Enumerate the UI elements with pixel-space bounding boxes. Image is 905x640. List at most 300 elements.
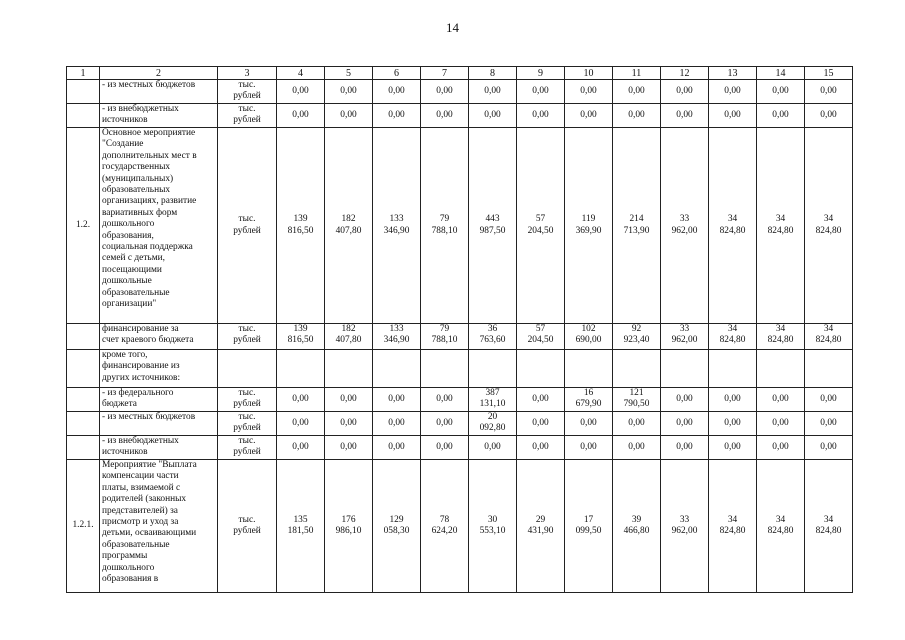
value-line: 0,00 <box>772 393 789 404</box>
value-line: 0,00 <box>292 109 309 120</box>
value-cell <box>709 436 757 460</box>
value-cell <box>661 104 709 128</box>
value-line: 923,40 <box>623 335 650 346</box>
value-cell <box>325 388 373 412</box>
description-line: финансирование из <box>102 361 180 372</box>
value-line: 20 <box>487 412 498 422</box>
value-line: 39 <box>631 514 642 525</box>
value-cell <box>277 350 325 388</box>
table-row <box>67 128 853 324</box>
value-line: 34 <box>727 214 738 225</box>
value-line: 176 <box>341 514 356 525</box>
value-cell <box>613 350 661 388</box>
value-line: 0,00 <box>628 85 645 96</box>
value-cell <box>421 388 469 412</box>
value-line: 79 <box>439 324 450 334</box>
value-line: 0,00 <box>820 393 837 404</box>
value-line: 0,00 <box>388 85 405 96</box>
value-cell <box>565 460 613 593</box>
value-cell <box>709 460 757 593</box>
column-header-14: 14 <box>757 67 805 80</box>
value-cell <box>469 350 517 388</box>
value-line: 0,00 <box>772 85 789 96</box>
description-line: - из местных бюджетов <box>102 80 196 90</box>
table-row <box>67 436 853 460</box>
value-line: 387 <box>485 388 500 398</box>
description-line: бюджета <box>102 399 137 410</box>
description-line: других источников: <box>102 372 181 383</box>
description-line: образовательные <box>102 539 170 550</box>
value-line: 79 <box>439 214 450 225</box>
value-line: 36 <box>487 324 498 334</box>
value-line: 346,90 <box>383 225 410 236</box>
description-line: - из федерального <box>102 388 174 398</box>
row-code: 1.2.1. <box>67 460 100 593</box>
description-line: Мероприятие "Выплата <box>102 460 197 470</box>
value-cell <box>613 128 661 324</box>
value-line: 824,80 <box>815 526 842 536</box>
value-cell <box>805 388 853 412</box>
value-line: 57 <box>535 214 546 225</box>
value-cell <box>277 324 325 350</box>
value-line: 33 <box>679 324 690 334</box>
value-line: 824,80 <box>719 526 746 536</box>
value-cell <box>805 350 853 388</box>
value-line: 92 <box>631 324 642 334</box>
value-line: 133 <box>389 324 404 334</box>
value-line: 0,00 <box>676 109 693 120</box>
value-line: 0,00 <box>436 85 453 96</box>
value-line: 346,90 <box>383 335 410 346</box>
value-line: 824,80 <box>815 335 842 346</box>
column-header-2: 2 <box>100 67 218 80</box>
value-cell <box>325 460 373 593</box>
description-line: вариативных форм <box>102 207 178 218</box>
value-cell <box>805 128 853 324</box>
value-line: 0,00 <box>484 441 501 452</box>
value-cell <box>661 460 709 593</box>
value-line: 987,50 <box>479 225 506 236</box>
value-line: 443 <box>485 214 500 225</box>
value-line: 0,00 <box>772 417 789 428</box>
value-line: 0,00 <box>340 109 357 120</box>
value-cell <box>805 324 853 350</box>
value-cell <box>277 460 325 593</box>
value-line: 0,00 <box>820 85 837 96</box>
value-cell <box>373 436 421 460</box>
value-line: 099,50 <box>575 526 602 536</box>
row-description <box>100 350 218 388</box>
value-cell <box>469 388 517 412</box>
value-line: 0,00 <box>388 393 405 404</box>
value-line: 16 <box>583 388 594 398</box>
value-cell <box>325 412 373 436</box>
value-line: 824,80 <box>815 225 842 236</box>
value-line: 369,90 <box>575 225 602 236</box>
value-cell <box>421 460 469 593</box>
value-line: 824,80 <box>767 335 794 346</box>
value-line: 824,80 <box>719 225 746 236</box>
value-line: 139 <box>293 214 308 225</box>
description-line: образования, <box>102 230 154 241</box>
table-body <box>67 80 853 593</box>
description-line: образования в <box>102 574 159 585</box>
value-line: 407,80 <box>335 335 362 346</box>
value-cell <box>373 350 421 388</box>
value-line: 0,00 <box>292 441 309 452</box>
value-line: 0,00 <box>820 417 837 428</box>
value-line: 0,00 <box>292 393 309 404</box>
value-line: 121 <box>629 388 644 398</box>
value-line: 204,50 <box>527 335 554 346</box>
value-cell <box>469 324 517 350</box>
value-line: 0,00 <box>724 393 741 404</box>
value-line: 0,00 <box>388 109 405 120</box>
value-cell <box>469 436 517 460</box>
value-cell <box>325 128 373 324</box>
value-line: 34 <box>775 214 786 225</box>
value-cell <box>421 80 469 104</box>
row-description <box>100 104 218 128</box>
value-cell <box>421 412 469 436</box>
value-line: 34 <box>823 514 834 525</box>
value-cell <box>661 324 709 350</box>
value-cell <box>373 388 421 412</box>
value-line: 679,90 <box>575 399 602 410</box>
table-row <box>67 460 853 593</box>
value-cell <box>517 324 565 350</box>
description-line: организации" <box>102 299 157 310</box>
value-line: 131,10 <box>479 399 506 410</box>
value-line: 0,00 <box>724 109 741 120</box>
value-cell <box>421 128 469 324</box>
value-line: 962,00 <box>671 225 698 236</box>
value-cell <box>277 388 325 412</box>
column-header-5: 5 <box>325 67 373 80</box>
value-cell <box>757 104 805 128</box>
value-line: 0,00 <box>340 393 357 404</box>
unit-line: рублей <box>233 225 261 236</box>
value-line: 17 <box>583 514 594 525</box>
value-cell <box>709 128 757 324</box>
value-line: 204,50 <box>527 225 554 236</box>
value-cell <box>277 128 325 324</box>
value-line: 0,00 <box>580 417 597 428</box>
value-cell <box>757 412 805 436</box>
row-unit <box>218 324 277 350</box>
value-cell <box>757 388 805 412</box>
value-cell <box>565 436 613 460</box>
value-cell <box>757 324 805 350</box>
value-cell <box>325 350 373 388</box>
unit-line: рублей <box>233 447 261 458</box>
value-line: 824,80 <box>767 225 794 236</box>
value-line: 0,00 <box>436 417 453 428</box>
value-line: 181,50 <box>287 526 314 536</box>
value-cell <box>517 350 565 388</box>
row-code: 1.2. <box>67 128 100 324</box>
row-description <box>100 412 218 436</box>
value-line: 0,00 <box>580 441 597 452</box>
unit-line: рублей <box>233 526 261 536</box>
value-cell <box>805 436 853 460</box>
description-line: счет краевого бюджета <box>102 335 194 346</box>
value-cell <box>613 104 661 128</box>
value-line: 182 <box>341 214 356 225</box>
value-cell <box>373 324 421 350</box>
value-cell <box>709 388 757 412</box>
value-cell <box>373 80 421 104</box>
value-line: 0,00 <box>436 109 453 120</box>
value-cell <box>805 412 853 436</box>
row-unit <box>218 80 277 104</box>
value-line: 119 <box>581 214 596 225</box>
row-code <box>67 388 100 412</box>
value-cell <box>325 324 373 350</box>
value-cell <box>469 104 517 128</box>
column-header-3: 3 <box>218 67 277 80</box>
description-line: социальная поддержка <box>102 242 193 253</box>
value-cell <box>277 104 325 128</box>
value-line: 0,00 <box>628 441 645 452</box>
description-line: (муниципальных) <box>102 173 174 184</box>
value-cell <box>613 80 661 104</box>
value-line: 0,00 <box>532 417 549 428</box>
value-line: 139 <box>293 324 308 334</box>
value-line: 33 <box>679 514 690 525</box>
value-cell <box>709 104 757 128</box>
value-cell <box>517 104 565 128</box>
value-line: 0,00 <box>532 393 549 404</box>
value-cell <box>661 412 709 436</box>
value-cell <box>661 128 709 324</box>
value-cell <box>277 80 325 104</box>
value-line: 816,50 <box>287 225 314 236</box>
value-cell <box>709 350 757 388</box>
value-cell <box>517 388 565 412</box>
table-row <box>67 412 853 436</box>
value-line: 0,00 <box>820 109 837 120</box>
description-line: семей с детьми, <box>102 253 165 264</box>
value-line: 0,00 <box>676 417 693 428</box>
column-header-4: 4 <box>277 67 325 80</box>
value-line: 133 <box>389 214 404 225</box>
value-line: 431,90 <box>527 526 554 536</box>
description-line: детьми, осваивающими <box>102 528 197 539</box>
description-line: источников <box>102 115 148 126</box>
unit-line: тыс. <box>238 514 256 525</box>
column-header-1: 1 <box>67 67 100 80</box>
row-unit <box>218 460 277 593</box>
description-line: - из внебюджетных <box>102 104 179 114</box>
value-line: 713,90 <box>623 225 650 236</box>
unit-line: тыс. <box>238 324 256 334</box>
value-line: 0,00 <box>724 441 741 452</box>
value-line: 0,00 <box>580 109 597 120</box>
value-cell <box>565 128 613 324</box>
value-cell <box>805 104 853 128</box>
row-code <box>67 412 100 436</box>
column-header-11: 11 <box>613 67 661 80</box>
unit-line: тыс. <box>238 388 256 398</box>
value-line: 102 <box>581 324 596 334</box>
column-header-13: 13 <box>709 67 757 80</box>
description-line: дошкольного <box>102 562 155 573</box>
description-line: "Создание <box>102 139 144 150</box>
value-cell <box>469 460 517 593</box>
value-line: 34 <box>823 324 834 334</box>
description-line: платы, взимаемой с <box>102 482 181 493</box>
row-description <box>100 460 218 593</box>
value-cell <box>421 104 469 128</box>
value-line: 763,60 <box>479 335 506 346</box>
value-cell <box>613 324 661 350</box>
column-header-8: 8 <box>469 67 517 80</box>
value-line: 0,00 <box>532 85 549 96</box>
column-header-10: 10 <box>565 67 613 80</box>
value-line: 34 <box>727 324 738 334</box>
value-cell <box>565 388 613 412</box>
value-line: 0,00 <box>676 85 693 96</box>
table-row <box>67 388 853 412</box>
value-line: 553,10 <box>479 526 506 536</box>
unit-line: рублей <box>233 91 261 102</box>
value-line: 0,00 <box>340 85 357 96</box>
unit-line: тыс. <box>238 436 256 446</box>
value-cell <box>325 80 373 104</box>
value-line: 0,00 <box>388 441 405 452</box>
value-line: 0,00 <box>820 441 837 452</box>
value-line: 466,80 <box>623 526 650 536</box>
value-cell <box>373 412 421 436</box>
value-line: 0,00 <box>676 393 693 404</box>
value-cell <box>517 460 565 593</box>
value-line: 0,00 <box>388 417 405 428</box>
value-cell <box>805 80 853 104</box>
table-row <box>67 80 853 104</box>
value-cell <box>469 80 517 104</box>
description-line: финансирование за <box>102 324 179 334</box>
value-line: 0,00 <box>772 109 789 120</box>
row-code <box>67 324 100 350</box>
value-line: 30 <box>487 514 498 525</box>
value-line: 0,00 <box>532 109 549 120</box>
value-cell <box>565 412 613 436</box>
value-cell <box>757 460 805 593</box>
row-description <box>100 80 218 104</box>
value-cell <box>517 436 565 460</box>
value-line: 058,30 <box>383 526 410 536</box>
description-line: дошкольные <box>102 276 152 287</box>
column-header-9: 9 <box>517 67 565 80</box>
description-line: - из внебюджетных <box>102 436 179 446</box>
column-header-6: 6 <box>373 67 421 80</box>
value-cell <box>517 128 565 324</box>
value-cell <box>277 412 325 436</box>
value-line: 57 <box>535 324 546 334</box>
value-line: 986,10 <box>335 526 362 536</box>
page-number: 14 <box>446 20 459 35</box>
description-line: родителей (законных <box>102 494 187 505</box>
value-line: 788,10 <box>431 335 458 346</box>
value-line: 824,80 <box>767 526 794 536</box>
unit-line: рублей <box>233 335 261 346</box>
row-unit <box>218 350 277 388</box>
value-cell <box>709 324 757 350</box>
value-line: 0,00 <box>484 109 501 120</box>
value-line: 0,00 <box>724 417 741 428</box>
value-cell <box>709 80 757 104</box>
description-line: Основное мероприятие <box>102 128 196 138</box>
value-line: 34 <box>727 514 738 525</box>
row-code <box>67 350 100 388</box>
value-line: 129 <box>389 514 404 525</box>
value-cell <box>613 412 661 436</box>
value-cell <box>709 412 757 436</box>
unit-line: тыс. <box>238 80 256 90</box>
value-cell <box>757 350 805 388</box>
value-line: 0,00 <box>724 85 741 96</box>
row-unit <box>218 412 277 436</box>
column-header-12: 12 <box>661 67 709 80</box>
row-description <box>100 324 218 350</box>
value-cell <box>661 350 709 388</box>
description-line: программы <box>102 551 148 562</box>
row-code <box>67 104 100 128</box>
value-cell <box>517 80 565 104</box>
value-line: 690,00 <box>575 335 602 346</box>
value-line: 824,80 <box>719 335 746 346</box>
table-row <box>67 104 853 128</box>
unit-line: тыс. <box>238 412 256 422</box>
value-cell <box>757 128 805 324</box>
row-code <box>67 80 100 104</box>
value-cell <box>613 436 661 460</box>
unit-line: тыс. <box>238 104 256 114</box>
value-line: 0,00 <box>628 109 645 120</box>
value-cell <box>325 104 373 128</box>
value-cell <box>421 436 469 460</box>
value-line: 135 <box>293 514 308 525</box>
description-line: дополнительных мест в <box>102 150 197 161</box>
header-row <box>67 67 853 80</box>
value-cell <box>661 80 709 104</box>
value-line: 0,00 <box>340 417 357 428</box>
description-line: кроме того, <box>102 350 148 360</box>
column-header-15: 15 <box>805 67 853 80</box>
value-cell <box>613 388 661 412</box>
value-line: 0,00 <box>580 85 597 96</box>
value-cell <box>469 412 517 436</box>
value-line: 0,00 <box>292 85 309 96</box>
value-line: 0,00 <box>676 441 693 452</box>
description-line: государственных <box>102 162 171 173</box>
value-line: 962,00 <box>671 526 698 536</box>
description-line: образовательных <box>102 185 171 196</box>
description-line: источников <box>102 447 148 458</box>
description-line: организациях, развитие <box>102 196 197 207</box>
row-unit <box>218 104 277 128</box>
description-line: присмотр и уход за <box>102 517 179 528</box>
value-cell <box>277 436 325 460</box>
value-cell <box>373 128 421 324</box>
value-line: 29 <box>535 514 546 525</box>
table-row <box>67 350 853 388</box>
value-cell <box>661 388 709 412</box>
value-cell <box>565 104 613 128</box>
value-line: 34 <box>775 514 786 525</box>
row-description <box>100 436 218 460</box>
